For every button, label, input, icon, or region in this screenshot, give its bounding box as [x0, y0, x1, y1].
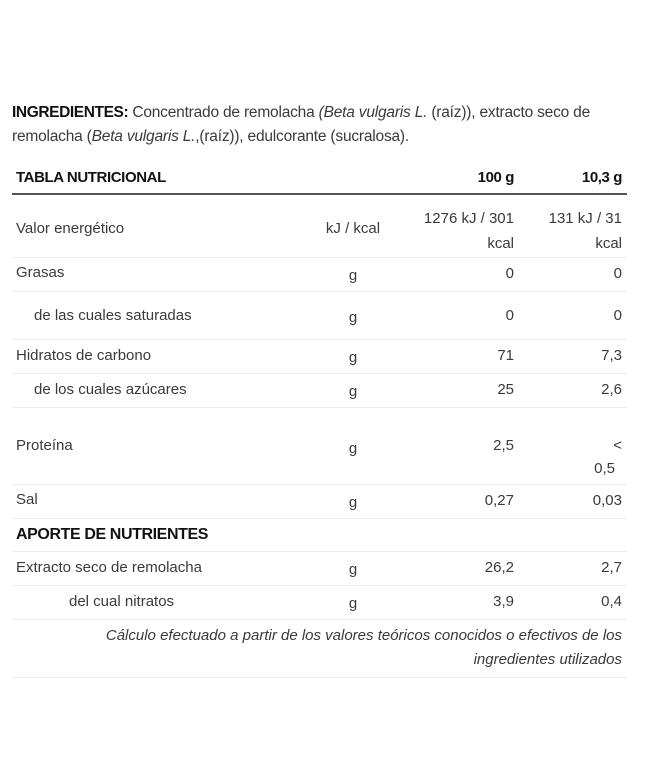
table-row-salt [12, 485, 627, 519]
row-value-100g: 0 [505, 265, 514, 282]
row-label: Extracto seco de remolacha [16, 559, 202, 576]
row-value-100g: 0 [505, 307, 514, 324]
row-unit: g [348, 309, 358, 326]
row-value-100g-line2: kcal [487, 235, 514, 252]
ingredients-label: INGREDIENTES: [12, 104, 129, 121]
ingredients-part: (raíz)), extracto seco de remolacha ( [12, 104, 591, 145]
row-value-portion: 0 [613, 307, 622, 324]
row-unit: g [348, 561, 358, 578]
row-value-portion-line1: < [613, 437, 622, 454]
nutrition-table [12, 160, 627, 678]
footnote: Cálculo efectuado a partir de los valores teóricos conocidos o efectivos de los ingredientes utilizados [12, 620, 627, 678]
row-value-portion: 2,6 [601, 381, 622, 398]
table-row-saturated [12, 292, 627, 340]
row-value-100g: 0,27 [484, 492, 514, 509]
row-label: Proteína [16, 437, 73, 454]
row-value-portion: 7,3 [601, 347, 622, 364]
row-unit: g [348, 383, 358, 400]
table-row-protein [12, 408, 627, 485]
table-row-energy [12, 195, 627, 258]
column-header-100g: 100 g [477, 169, 514, 186]
row-value-portion: 0 [613, 265, 622, 282]
table-header [12, 160, 627, 195]
row-unit: g [348, 440, 358, 457]
ingredients-text [12, 101, 642, 149]
ingredients-part-italic: Beta vulgaris L. [91, 128, 196, 145]
ingredients-part-italic: (Beta vulgaris L. [318, 104, 428, 121]
row-unit: g [348, 349, 358, 366]
row-value-portion: 0,03 [592, 492, 622, 509]
table-row-beet-extract [12, 552, 627, 586]
table-row-fat [12, 258, 627, 292]
section-title: APORTE DE NUTRIENTES [16, 526, 209, 543]
table-row-carbs [12, 340, 627, 374]
table-row-sugars [12, 374, 627, 408]
row-value-100g: 25 [497, 381, 514, 398]
row-value-portion: 2,7 [601, 559, 622, 576]
ingredients-part: Concentrado de remolacha [128, 104, 319, 121]
row-label: Sal [16, 491, 38, 508]
row-unit: kJ / kcal [325, 220, 381, 237]
table-title: TABLA NUTRICIONAL [16, 169, 166, 186]
row-label: del cual nitratos [69, 593, 175, 610]
row-value-100g-line1: 1276 kJ / 301 [423, 210, 514, 227]
row-label: de los cuales azúcares [34, 381, 187, 398]
row-label: de las cuales saturadas [34, 307, 192, 324]
column-header-portion: 10,3 g [581, 169, 622, 186]
row-value-portion-line2: kcal [595, 235, 622, 252]
section-header-nutrients [12, 519, 627, 552]
row-value-portion-line2: 0,5 [594, 460, 615, 477]
row-label: Valor energético [16, 220, 125, 237]
row-unit: g [348, 494, 358, 511]
row-label: Hidratos de carbono [16, 347, 152, 364]
row-value-100g: 71 [497, 347, 514, 364]
table-row-nitrates [12, 586, 627, 620]
row-value-portion-line1: 131 kJ / 31 [548, 210, 622, 227]
row-value-100g: 2,5 [493, 437, 514, 454]
row-label: Grasas [16, 264, 65, 281]
row-unit: g [348, 595, 358, 612]
row-value-100g: 26,2 [484, 559, 514, 576]
row-unit: g [348, 267, 358, 284]
row-value-portion: 0,4 [601, 593, 622, 610]
ingredients-part: ,(raíz)), edulcorante (sucralosa). [195, 128, 410, 145]
row-value-100g: 3,9 [493, 593, 514, 610]
